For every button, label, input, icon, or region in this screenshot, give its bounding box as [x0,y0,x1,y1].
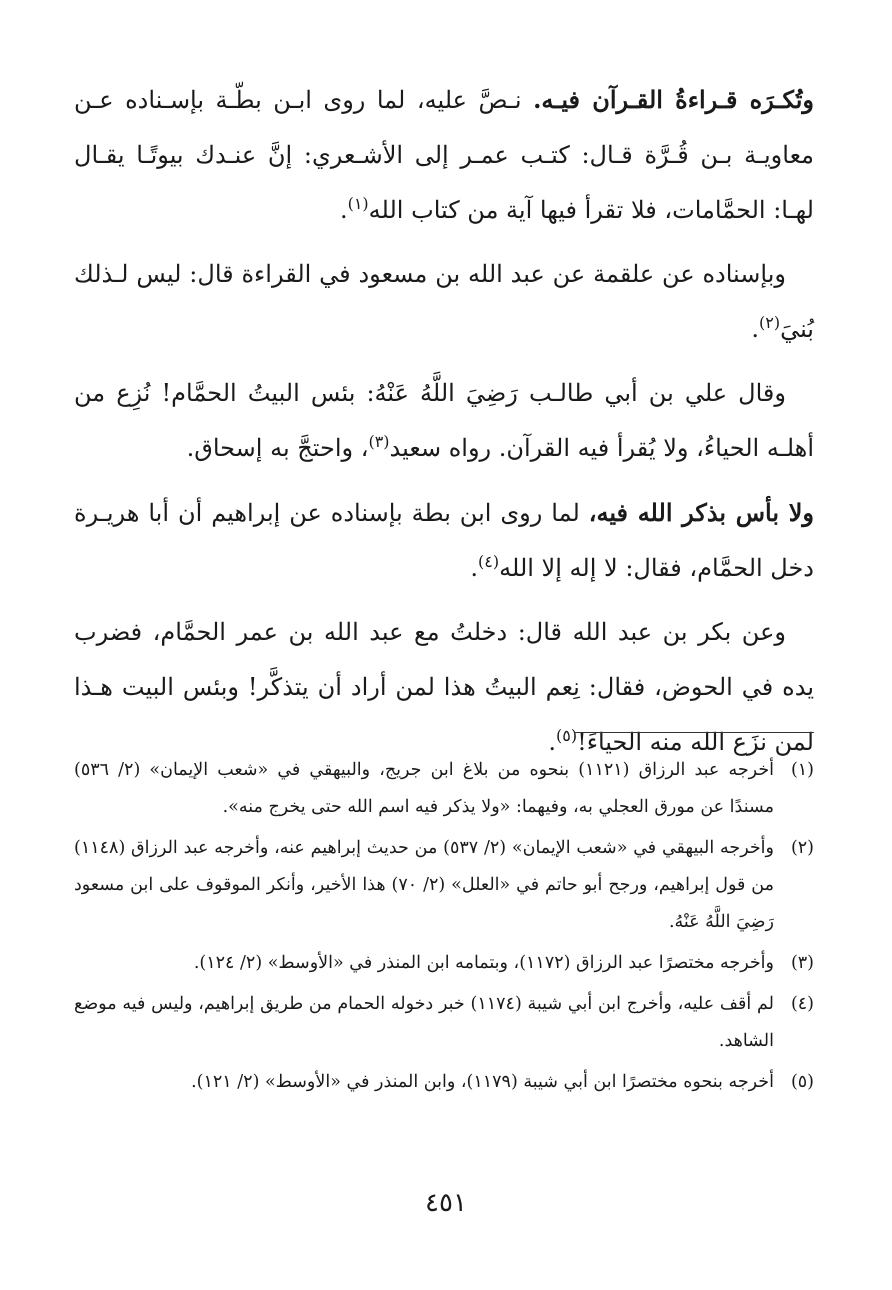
footnote-ref: (٣) [368,432,390,451]
paragraph-text: وعن بكر بن عبد الله قال: دخلتُ مع عبد الله بن عمر الحمَّام، فضرب يده في الحوض، فقال: نِعم البيتُ هذا لمن أراد أن يتذكَّر! وبئس البيت هـذا لمن نزَع الله منه الحياءَ! [74,618,814,756]
footnotes [74,752,814,1105]
bold-heading: وتُكـرَه قـراءةُ القـرآن فيـه. [533,85,814,114]
footnote-1 [74,752,814,826]
footnote-ref: (٤) [478,552,500,571]
footnote-ref: (٥) [555,726,578,745]
paragraph-5: وعن بكر بن عبد الله قال: دخلتُ مع عبد الله بن عمر الحمَّام، فضرب يده في الحوض، فقال: نِعم البيتُ هذا لمن أراد أن يتذكَّر! وبئس البيت هـذا لمن نزَع الله منه الحياءَ!$^{(٥)}$. [74,618,814,756]
footnote-ref: (٢) [758,313,781,332]
paragraph-2: وبإسناده عن علقمة عن عبد الله بن مسعود في القراءة قال: ليس لـذلك بُنيَ$^{(٢)}$. [74,260,814,343]
main-text [74,72,814,779]
footnote-ref: (١) [347,194,369,213]
footnote-text: وأخرجه البيهقي في «شعب الإيمان» (٢/ ٥٣٧) من حديث إبراهيم عنه، وأخرجه عبد الرزاق (١١٤٨) من قول إبراهيم، ورجح أبو حاتم في «العلل» (٢/ ٧٠) هذا الأخير، وأنكر الموقوف على ابن مسعود رَضِيَ اللَّهُ عَنْهُ. [74,838,774,932]
paragraph-text: وقال علي بن أبي طالـب رَضِيَ اللَّهُ عَنْهُ: بئس البيتُ الحمَّام! نُزِع من أهلـه الحياءُ، ولا يُقرأ فيه القرآن. رواه سعيد [74,379,814,462]
footnote-3 [74,945,814,982]
footnote-text: أخرجه عبد الرزاق (١١٢١) بنحوه من بلاغ ابن جريج، والبيهقي في «شعب الإيمان» (٢/ ٥٣٦) مسندًا عن مورق العجلي به، وفيهما: «ولا يذكر فيه اسم الله حتى يخرج منه». [74,760,774,817]
paragraph-4: ولا بأس بذكر الله فيه، لما روى ابن بطة بإسناده عن إبراهيم أن أبا هريـرة دخل الحمَّام، فقال: لا إله إلا الله$^{(٤)}$. [74,498,814,582]
paragraph-3: وقال علي بن أبي طالـب رَضِيَ اللَّهُ عَنْهُ: بئس البيتُ الحمَّام! نُزِع من أهلـه الحياءُ، ولا يُقرأ فيه القرآن. رواه سعيد$^{(٣)}$، واحتجَّ به إسحاق. [74,379,814,462]
footnote-number: (٥) [790,1072,814,1092]
footnote-text: وأخرجه مختصرًا عبد الرزاق (١١٧٢)، وبتمامه ابن المنذر في «الأوسط» (٢/ ١٢٤). [193,953,774,973]
footnote-separator [574,732,814,733]
footnote-text: أخرجه بنحوه مختصرًا ابن أبي شيبة (١١٧٩)، وابن المنذر في «الأوسط» (٢/ ١٢١). [191,1072,774,1092]
footnote-number: (٤) [790,994,814,1014]
footnote-number: (٣) [790,953,814,973]
footnote-text: لم أقف عليه، وأخرج ابن أبي شيبة (١١٧٤) خبر دخوله الحمام من طريق إبراهيم، وليس فيه موضع الشاهد. [74,994,774,1051]
paragraph-1: وتُكـرَه قـراءةُ القـرآن فيـه. نـصَّ عليه، لما روى ابـن بطّـة بإسـناده عـن معاويـة بـن قُـرَّة قـال: كتـب عمـر إلى الأشـعري: إنَّ عنـدك بيوتًـا يقـال لهـا: الحمَّامات، فلا تقرأ فيها آية من كتاب الله$^{(١)}$. [74,85,814,224]
footnote-number: (١) [790,760,814,780]
paragraph-text: نـصَّ عليه، لما روى ابـن بطّـة بإسـناده عـن معاويـة بـن قُـرَّة قـال: كتـب عمـر إلى الأشـعري: إنَّ عنـدك بيوتًـا يقـال لهـا: الحمَّامات، فلا تقرأ فيها آية من كتاب الله [74,86,814,224]
paragraph-text: لما روى ابن بطة بإسناده عن إبراهيم أن أبا هريـرة دخل الحمَّام، فقال: لا إله إلا الله [74,499,814,582]
bold-heading: ولا بأس بذكر الله فيه، [588,498,814,527]
footnote-4 [74,986,814,1060]
paragraph-text: وبإسناده عن علقمة عن عبد الله بن مسعود في القراءة قال: ليس لـذلك بُنيَ [74,260,814,343]
footnote-number: (٢) [790,838,814,858]
footnote-2 [74,830,814,941]
page-number: ٤٥١ [425,1188,467,1218]
footnote-5 [74,1064,814,1101]
